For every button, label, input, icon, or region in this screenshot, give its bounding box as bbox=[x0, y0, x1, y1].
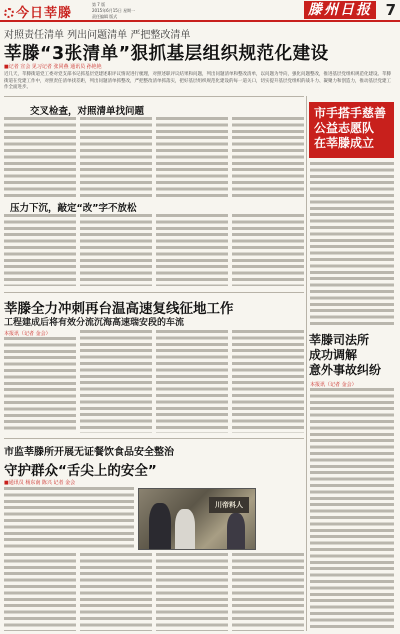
story2-title: 莘滕全力冲刺再台温高速复线征地工作 bbox=[4, 301, 234, 317]
section-logo-icon bbox=[4, 8, 14, 18]
text-column bbox=[4, 553, 76, 631]
text-column bbox=[80, 117, 152, 197]
lead-subheading-2: 压力下沉，敲定“改”字不放松 bbox=[10, 203, 137, 214]
text-column bbox=[80, 214, 152, 286]
story3-kicker: 市监莘滕所开展无证餐饮食品安全整治 bbox=[4, 447, 174, 458]
section-divider bbox=[4, 292, 304, 293]
photo-person bbox=[227, 513, 245, 549]
story3-byline: ■通讯员 杨东南 陈兴 记者 金会 bbox=[4, 480, 76, 486]
story2-subtitle: 工程建成后将有效分流沉海高速瑞安段的车流 bbox=[4, 318, 185, 328]
text-column bbox=[310, 162, 394, 326]
text-column bbox=[80, 330, 152, 433]
sidebar-byline: 本报讯（记者 金会） bbox=[310, 382, 357, 388]
sidebar-red-box: 市手搭手慈善 公益志愿队 在莘滕成立 bbox=[309, 102, 394, 158]
text-column bbox=[156, 214, 228, 286]
text-column bbox=[4, 337, 76, 433]
sidebar-title: 莘滕司法所 成功调解 意外事故纠纷 bbox=[309, 333, 382, 377]
photo-person bbox=[149, 503, 171, 549]
text-column bbox=[4, 117, 76, 197]
text-column bbox=[4, 487, 134, 549]
page-header bbox=[0, 0, 400, 22]
story2-byline: 本报讯（记者 金会） bbox=[4, 331, 51, 337]
issue-info: 第 7 版 2015年6月15日 星期一 责任编辑 版式 bbox=[92, 2, 136, 19]
section-divider bbox=[4, 438, 304, 439]
lead-byline: ■记者 宣会 见习记者 张同燕 通讯员 孙艳艳 bbox=[4, 64, 102, 70]
lead-kicker: 对照责任清单 列出问题清单 严把整改清单 bbox=[4, 30, 191, 41]
lead-subheading-1: 交叉检查，对照清单找问题 bbox=[30, 106, 145, 117]
text-column bbox=[156, 330, 228, 433]
section-title: 今日莘滕 bbox=[4, 2, 72, 21]
lead-paragraph: 近几天，莘滕街道党工委对党支部书记抓基层党建述职评议情况进行梳理，对照述职评议结果和问题，列出问题清单和整改清单，以问题为导向，强化问题整改，推进基层党组织规范化建设。莘滕街道在党建工作中，对照责任清单找差距，列出问题清单抓整改，严把整改清单抓落实，把好基层组织规范化建设的每一道关口，切实提升基层党组织的战斗力、凝聚力和创造力，推动基层党建工作全面进步。 bbox=[4, 72, 391, 90]
text-column bbox=[232, 553, 304, 631]
text-column bbox=[310, 388, 394, 631]
page-number: 7 bbox=[385, 1, 396, 19]
text-column bbox=[232, 214, 304, 286]
text-column bbox=[80, 553, 152, 631]
photo-person bbox=[175, 509, 195, 549]
text-column bbox=[232, 117, 304, 197]
news-photo bbox=[138, 488, 256, 550]
column-divider bbox=[306, 96, 307, 631]
story3-title: 守护群众“舌尖上的安全” bbox=[4, 463, 157, 479]
text-column bbox=[4, 214, 76, 286]
newspaper-brand: 滕州日报 bbox=[304, 1, 376, 19]
lead-headline: 莘滕“3张清单”狠抓基层组织规范化建设 bbox=[4, 44, 329, 64]
text-column bbox=[232, 330, 304, 433]
photo-shop-sign: 川帝料人 bbox=[209, 497, 249, 513]
text-column bbox=[156, 117, 228, 197]
section-divider bbox=[4, 96, 304, 97]
text-column bbox=[156, 553, 228, 631]
